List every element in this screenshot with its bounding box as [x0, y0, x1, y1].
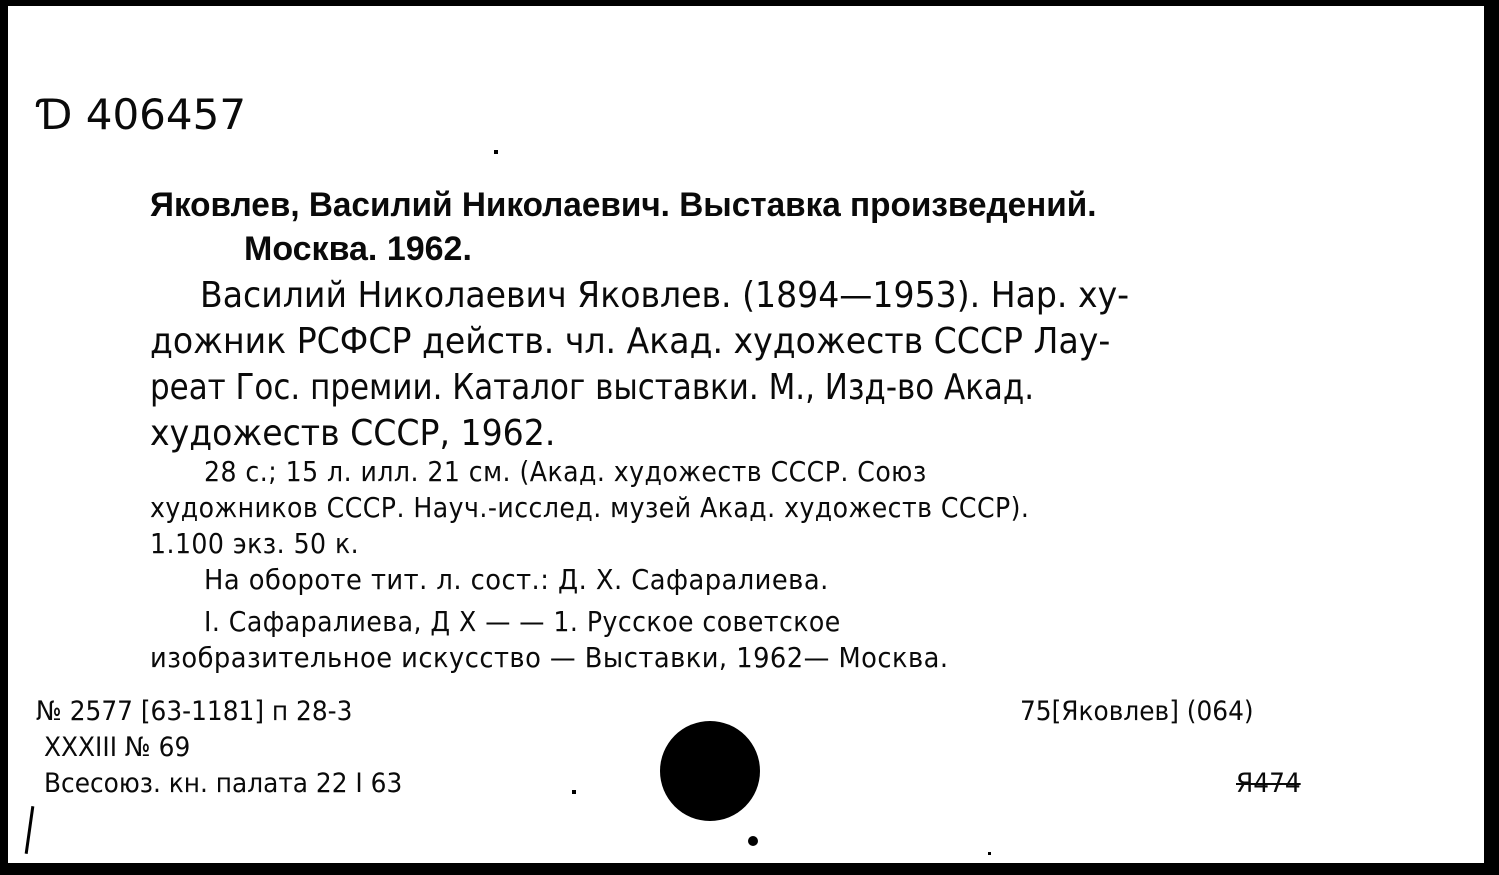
physical-description-line: художников СССР. Науч.-исслед. музей Акад. художеств СССР). [150, 491, 1030, 524]
title-page-note: На обороте тит. л. сост.: Д. Х. Сафаралиева. [204, 563, 829, 596]
struck-out-code: Я474 [1236, 768, 1301, 799]
registration-number: № 2577 [63-1181] п 28-3 [36, 696, 353, 727]
ink-mark [25, 806, 35, 854]
description-line: дожник РСФСР действ. чл. Акад. художеств СССР Лау- [150, 321, 1111, 362]
description-line: Василий Николаевич Яковлев. (1894—1953). Нар. ху- [200, 275, 1130, 316]
tracing-line: I. Сафаралиева, Д Х — — 1. Русское советское [204, 605, 841, 638]
description-line: реат Гос. премии. Каталог выставки. М., Изд-во Акад. [150, 367, 1035, 408]
physical-description-line: 28 с.; 15 л. илл. 21 см. (Акад. художеств СССР. Союз [204, 455, 927, 488]
heading-title-line: Яковлев, Василий Николаевич. Выставка произведений. [150, 186, 1097, 224]
catalog-card [8, 6, 1484, 863]
heading-place-year-line: Москва. 1962. [244, 230, 472, 268]
tracing-line: изобразительное искусство — Выставки, 1962— Москва. [150, 641, 949, 674]
description-line: художеств СССР, 1962. [150, 413, 556, 454]
card-id-number: Ɗ 406457 [38, 90, 247, 139]
ink-speck [572, 790, 576, 794]
book-chamber-stamp: Всесоюз. кн. палата 22 I 63 [44, 768, 403, 799]
ink-speck [748, 836, 758, 846]
punch-hole [660, 721, 760, 821]
ink-speck [494, 150, 498, 154]
physical-description-line: 1.100 экз. 50 к. [150, 527, 360, 560]
classification-code: 75[Яковлев] (064) [1020, 696, 1254, 727]
ink-speck [988, 852, 991, 855]
volume-number: XXXIII № 69 [44, 732, 191, 763]
